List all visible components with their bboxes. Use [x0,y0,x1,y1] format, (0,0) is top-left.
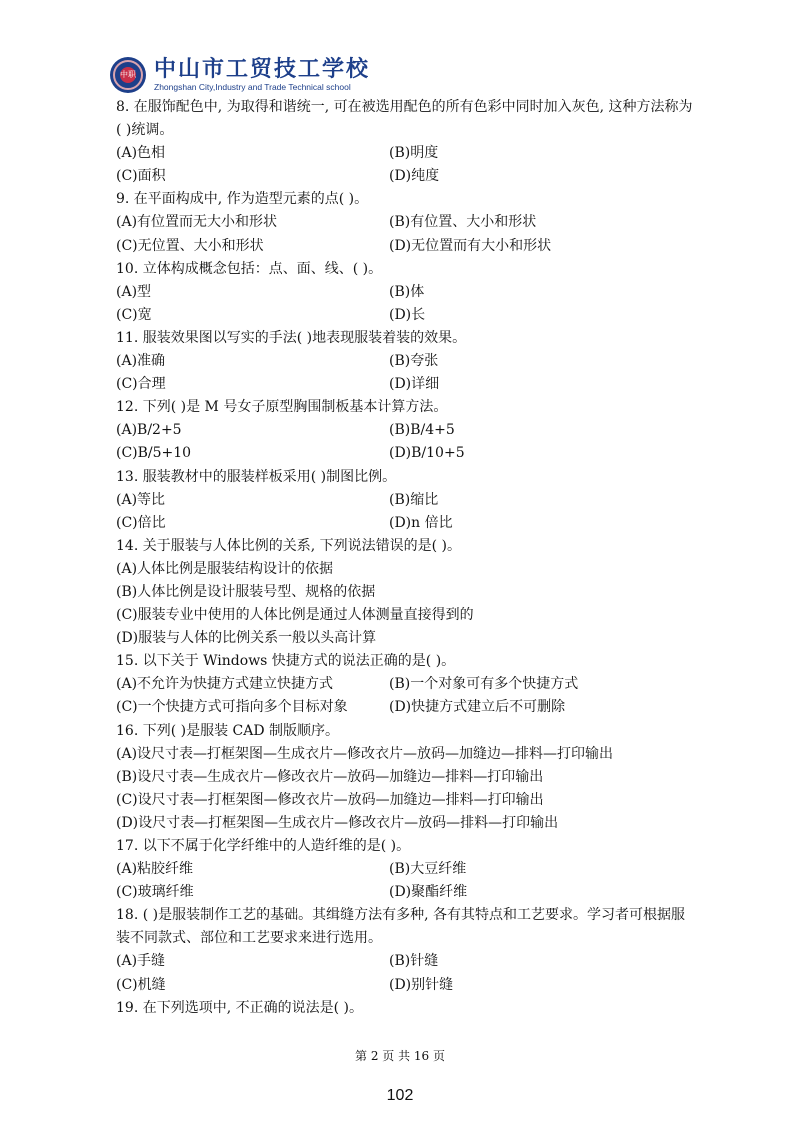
option-b: (B)人体比例是设计服装号型、规格的依据 [116,583,376,600]
question-16-stem: 16. 下列( )是服装 CAD 制版顺序。 [116,722,340,739]
question-15-options-row2 [116,696,706,719]
option-b: (B)大豆纤维 [389,861,467,878]
question-18-stem-line2: 装不同款式、部位和工艺要求来进行选用。 [116,930,382,947]
option-a: (A)有位置而无大小和形状 [116,214,278,231]
option-d: (D)长 [389,306,426,323]
question-8-stem-line2: ( )统调。 [116,122,174,139]
page-number: 102 [386,1087,414,1104]
option-a: (A)设尺寸表—打框架图—生成衣片—修改衣片—放码—加缝边—排料—打印输出 [116,745,614,762]
question-13-options-row2 [116,512,706,535]
option-b: (B)体 [389,283,425,300]
option-b: (B)夸张 [389,353,439,370]
question-8-options-row2 [116,165,706,188]
option-c: (C)面积 [116,168,166,185]
school-header [110,55,370,95]
question-9-options-row2 [116,235,706,258]
option-c: (C)玻璃纤维 [116,884,194,901]
option-a: (A)色相 [116,145,166,162]
option-d: (D)B/10+5 [389,445,465,462]
question-18-options-row1 [116,950,706,973]
question-15-stem: 15. 以下关于 Windows 快捷方式的说法正确的是( )。 [116,653,456,670]
school-name-en: Zhongshan City,Industry and Trade Technical school [154,81,351,92]
option-d: (D)无位置而有大小和形状 [389,237,552,254]
option-d: (D)n 倍比 [389,514,453,531]
option-c: (C)无位置、大小和形状 [116,237,264,254]
question-8-stem-line1: 8. 在服饰配色中, 为取得和谐统一, 可在被选用配色的所有色彩中同时加入灰色, 这种方法称为 [116,99,693,115]
question-17-stem: 17. 以下不属于化学纤维中的人造纤维的是( )。 [116,838,411,854]
option-b: (B)明度 [389,145,439,162]
option-d: (D)别针缝 [389,976,454,993]
question-9-options-row1 [116,211,706,234]
option-a: (A)等比 [116,491,166,508]
page-indicator: 第 2 页 共 16 页 [355,1049,445,1063]
option-b: (B)B/4+5 [389,422,455,439]
question-17-options-row2 [116,881,706,904]
question-8-options-row1 [116,142,706,165]
question-10-stem: 10. 立体构成概念包括：点、面、线、( )。 [116,260,383,277]
question-12-options-row2 [116,442,706,465]
option-b: (B)缩比 [389,491,439,508]
exam-questions [116,96,706,1020]
school-emblem-icon [110,57,146,93]
option-b: (B)针缝 [389,953,439,970]
question-11-options-row2 [116,373,706,396]
question-13-stem: 13. 服装教材中的服装样板采用( )制图比例。 [116,468,397,485]
emblem-text: 中职 [120,67,136,83]
option-a: (A)手缝 [116,953,166,970]
question-12-options-row1 [116,419,706,442]
school-name-cn: 中山市工贸技工学校 [154,56,371,82]
question-17-options-row1 [116,858,706,881]
question-19-stem: 19. 在下列选项中, 不正确的说法是( )。 [116,999,363,1016]
option-c: (C)机缝 [116,976,166,993]
option-b: (B)一个对象可有多个快捷方式 [389,676,579,693]
option-a: (A)粘胶纤维 [116,861,194,878]
question-18-stem-line1: 18. ( )是服装制作工艺的基础。其缉缝方法有多种, 各有其特点和工艺要求。学习者可根据服 [116,907,685,924]
question-10-options-row2 [116,304,706,327]
question-11-stem: 11. 服装效果图以写实的手法( )地表现服装着装的效果。 [116,329,467,346]
option-d: (D)聚酯纤维 [389,884,468,901]
question-14-stem: 14. 关于服装与人体比例的关系, 下列说法错误的是( )。 [116,537,461,554]
option-a: (A)B/2+5 [116,422,182,439]
question-15-options-row1 [116,673,706,696]
option-b: (B)有位置、大小和形状 [389,214,537,231]
option-c: (C)服装专业中使用的人体比例是通过人体测量直接得到的 [116,607,474,624]
option-a: (A)准确 [116,353,166,370]
question-13-options-row1 [116,489,706,512]
option-c: (C)宽 [116,306,152,323]
question-10-options-row1 [116,281,706,304]
option-c: (C)设尺寸表—打框架图—修改衣片—放码—加缝边—排料—打印输出 [116,791,544,808]
option-b: (B)设尺寸表—生成衣片—修改衣片—放码—加缝边—排料—打印输出 [116,768,544,785]
option-d: (D)设尺寸表—打框架图—生成衣片—修改衣片—放码—排料—打印输出 [116,814,559,831]
option-d: (D)详细 [389,376,440,393]
option-c: (C)倍比 [116,514,166,531]
school-name [154,58,370,93]
option-c: (C)合理 [116,376,166,393]
option-d: (D)快捷方式建立后不可删除 [389,699,566,716]
option-a: (A)型 [116,283,152,300]
option-d: (D)纯度 [389,168,440,185]
question-11-options-row1 [116,350,706,373]
question-12-stem: 12. 下列( )是 M 号女子原型胸围制板基本计算方法。 [116,399,448,416]
option-c: (C)一个快捷方式可指向多个目标对象 [116,699,348,716]
question-9-stem: 9. 在平面构成中, 作为造型元素的点( )。 [116,191,369,208]
option-d: (D)服装与人体的比例关系一般以头高计算 [116,630,377,647]
question-18-options-row2 [116,974,706,997]
option-a: (A)人体比例是服装结构设计的依据 [116,560,334,577]
option-c: (C)B/5+10 [116,445,192,462]
option-a: (A)不允许为快捷方式建立快捷方式 [116,676,334,693]
